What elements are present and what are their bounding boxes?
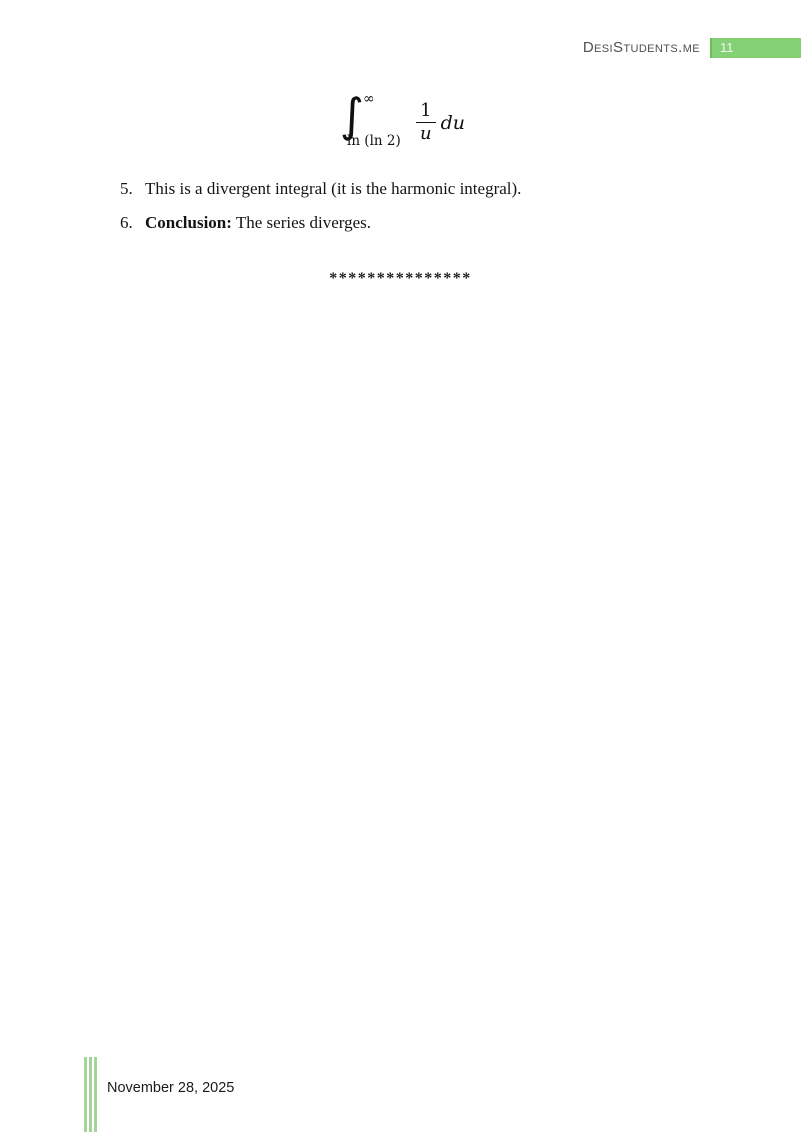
list-item <box>120 179 521 199</box>
list-item-body: This is a divergent integral (it is the harmonic integral). <box>145 179 522 198</box>
integral-group <box>336 88 401 150</box>
asterisk-separator: *************** <box>329 270 472 287</box>
differential-term: du <box>440 112 465 134</box>
list-item-bold-prefix: Conclusion: <box>145 212 232 232</box>
footer-accent-line <box>84 1057 87 1132</box>
numbered-list <box>120 179 521 246</box>
list-item-text <box>145 213 371 233</box>
fraction-numerator: 1 <box>420 99 432 121</box>
footer-accent-line <box>94 1057 97 1132</box>
list-item-body: The series diverges. <box>231 212 372 232</box>
fraction-denominator: u <box>416 122 436 146</box>
integral-lower-limit: ln (ln 2) <box>347 133 401 149</box>
footer-accent-lines <box>84 1057 97 1132</box>
integral-sign: ∫ <box>340 88 364 142</box>
page-header <box>0 38 801 58</box>
site-name: DesiStudents.me <box>582 39 700 56</box>
list-item-number: 5. <box>120 179 133 198</box>
integral-formula <box>0 88 801 150</box>
footer-accent-line <box>89 1057 92 1132</box>
footer-date: November 28, 2025 <box>107 1080 235 1096</box>
page-number-badge <box>710 38 801 58</box>
list-item <box>120 213 521 233</box>
page-number: 11 <box>720 40 734 55</box>
fraction <box>416 101 436 145</box>
list-item-number: 6. <box>120 212 133 232</box>
list-item-text <box>145 179 521 199</box>
integral-upper-limit: ∞ <box>363 91 375 107</box>
